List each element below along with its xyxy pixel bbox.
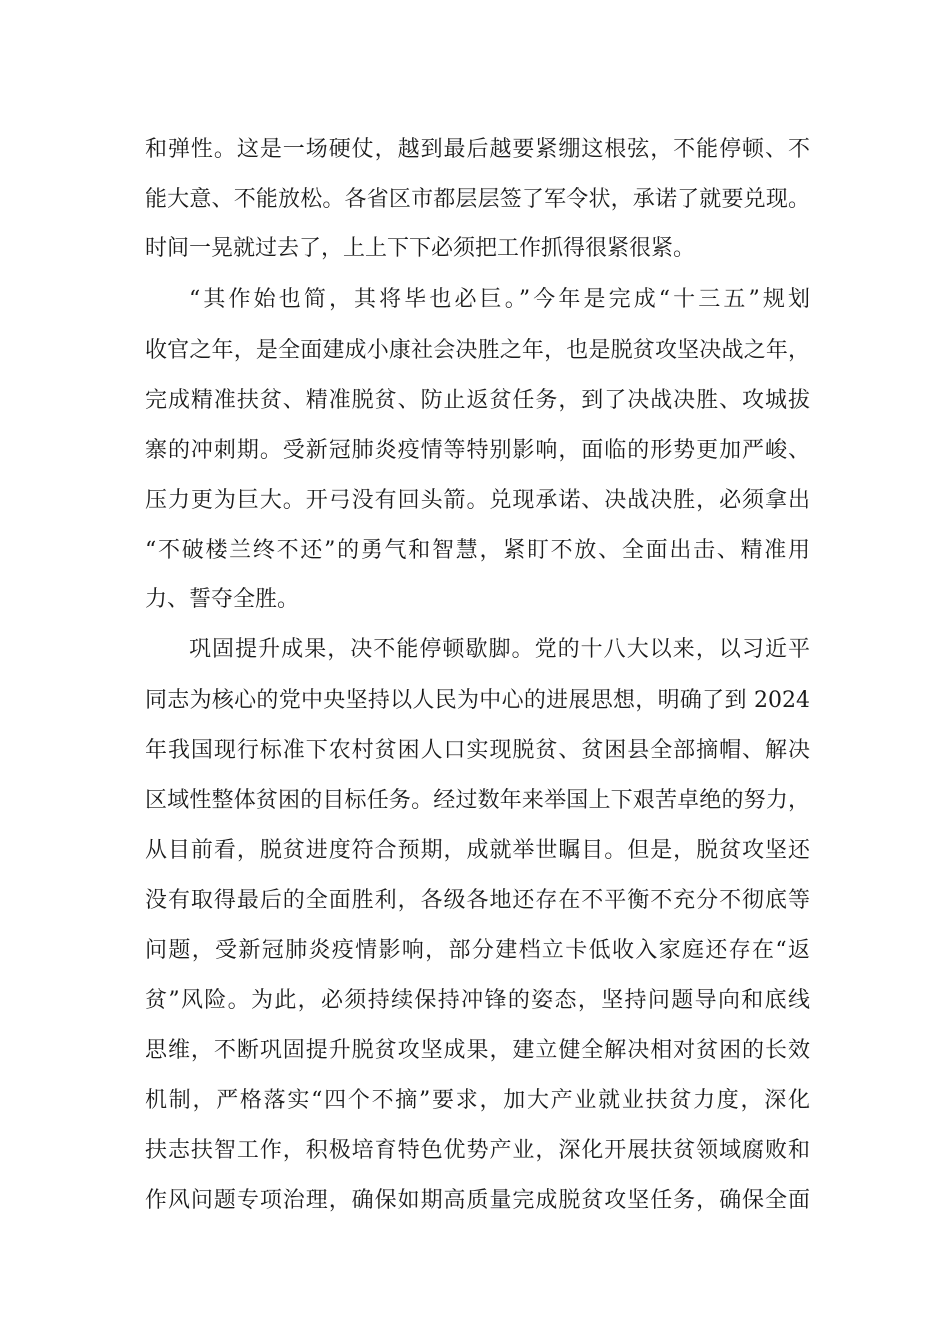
text-line: 思维，不断巩固提升脱贫攻坚成果，建立健全解决相对贫困的长效 [145, 1038, 810, 1063]
text-line: 作风问题专项治理，确保如期高质量完成脱贫攻坚任务，确保全面 [145, 1188, 810, 1213]
text-line: 年我国现行标准下农村贫困人口实现脱贫、贫困县全部摘帽、解决 [145, 738, 810, 763]
text-line: 扶志扶智工作，积极培育特色优势产业，深化开展扶贫领域腐败和 [145, 1138, 810, 1163]
text-line: 能大意、不能放松。各省区市都层层签了军令状，承诺了就要兑现。 [145, 187, 810, 212]
text-line: 贫”风险。为此，必须持续保持冲锋的姿态，坚持问题导向和底线 [145, 988, 810, 1013]
text-line: “不破楼兰终不还”的勇气和智慧，紧盯不放、全面出击、精准用 [145, 538, 810, 563]
text-line: 力、誓夺全胜。 [145, 587, 300, 612]
text-line: 问题，受新冠肺炎疫情影响，部分建档立卡低收入家庭还存在“返 [145, 938, 810, 963]
text-line: 和弹性。这是一场硬仗，越到最后越要紧绷这根弦，不能停顿、不 [145, 137, 810, 162]
paragraph-first-line: “其作始也简，其将毕也必巨。”今年是完成“十三五”规划 [189, 287, 810, 312]
text-line: 压力更为巨大。开弓没有回头箭。兑现承诺、决战决胜，必须拿出 [145, 488, 810, 513]
text-line: 同志为核心的党中央坚持以人民为中心的进展思想，明确了到 2024 [145, 688, 810, 713]
text-line: 从目前看，脱贫进度符合预期，成就举世瞩目。但是，脱贫攻坚还 [145, 838, 810, 863]
text-line: 区域性整体贫困的目标任务。经过数年来举国上下艰苦卓绝的努力， [145, 788, 810, 813]
text-line: 机制，严格落实“四个不摘”要求，加大产业就业扶贫力度，深化 [145, 1088, 810, 1113]
paragraph-first-line: 巩固提升成果，决不能停顿歇脚。党的十八大以来，以习近平 [189, 637, 810, 662]
text-line: 收官之年，是全面建成小康社会决胜之年，也是脱贫攻坚决战之年， [145, 338, 810, 363]
text-line: 时间一晃就过去了，上上下下必须把工作抓得很紧很紧。 [145, 236, 696, 261]
text-line: 寨的冲刺期。受新冠肺炎疫情等特别影响，面临的形势更加严峻、 [145, 438, 810, 463]
text-line: 没有取得最后的全面胜利，各级各地还存在不平衡不充分不彻底等 [145, 888, 810, 913]
text-line: 完成精准扶贫、精准脱贫、防止返贫任务，到了决战决胜、攻城拔 [145, 388, 810, 413]
